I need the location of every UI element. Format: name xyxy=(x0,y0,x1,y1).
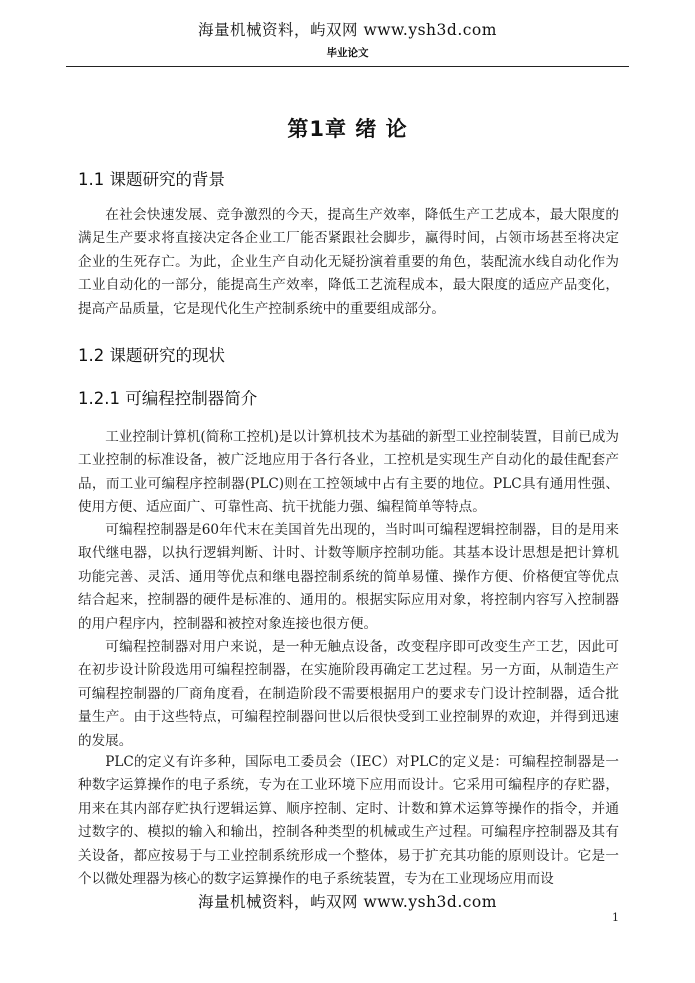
paragraph-ipc-intro: 工业控制计算机(简称工控机)是以计算机技术为基础的新型工业控制装置，目前已成为工业控制的标准设备，被广泛地应用于各行各业，工控机是实现生产自动化的最佳配套产品，而工业可编程序控制器(PLC)则在工控领域中占有主要的地位。PLC具有通用性强、使用方便、适应面广、可靠性高、抗干扰能力强、编程简单等特点。 xyxy=(78,429,619,516)
paragraph-plc-advantages: 可编程控制器对用户来说，是一种无触点设备，改变程序即可改变生产工艺，因此可在初步设计阶段选用可编程控制器，在实施阶段再确定工艺过程。另一方面，从制造生产可编程控制器的厂商角度看，在制造阶段不需要根据用户的要求专门设计控制器，适合批量生产。由于这些特点，可编程控制器问世以后很快受到工业控制界的欢迎，并得到迅速的发展。 xyxy=(78,639,619,749)
paragraph-plc-origin: 可编程控制器是60年代末在美国首先出现的，当时叫可编程逻辑控制器，目的是用来取代继电器，以执行逻辑判断、计时、计数等顺序控制功能。其基本设计思想是把计算机功能完善、灵活、通用等优点和继电器控制系统的简单易懂、操作方便、价格便宜等优点结合起来，控制器的硬件是标准的、通用的。根据实际应用对象，将控制内容写入控制器的用户程序内，控制器和被控对象连接也很方便。 xyxy=(78,522,619,632)
page-number: 1 xyxy=(612,911,619,924)
section-heading-1-1: 1.1 课题研究的背景 xyxy=(78,170,225,189)
header-subtitle: 毕业论文 xyxy=(326,47,369,59)
header-watermark: 海量机械资料，屿双网 www.ysh3d.com xyxy=(198,21,497,39)
paragraph-plc-definition: PLC的定义有许多种，国际电工委员会（IEC）对PLC的定义是：可编程控制器是一种数字运算操作的电子系统，专为在工业环境下应用而设计。它采用可编程序的存贮器，用来在其内部存贮执行逻辑运算、顺序控制、定时、计数和算术运算等操作的指令，并通过数字的、模拟的输入和输出，控制各种类型的机械或生产过程。可编程序控制器及其有关设备，都应按易于与工业控制系统形成一个整体，易于扩充其功能的原则设计。它是一个以微处理器为核心的数字运算操作的电子系统装置，专为在工业现场应用而设 xyxy=(78,754,619,888)
paragraph-background: 在社会快速发展、竞争激烈的今天，提高生产效率，降低生产工艺成本，最大限度的满足生产要求将直接决定各企业工厂能否紧跟社会脚步，赢得时间，占领市场甚至将决定企业的生死存亡。为此，企业生产自动化无疑扮演着重要的角色，装配流水线自动化作为工业自动化的一部分，能提高生产效率，降低工艺流程成本，最大限度的适应产品变化，提高产品质量，它是现代化生产控制系统中的重要组成部分。 xyxy=(78,207,619,317)
header-divider xyxy=(66,66,629,67)
footer-watermark: 海量机械资料，屿双网 www.ysh3d.com xyxy=(198,893,497,911)
section-heading-1-2: 1.2 课题研究的现状 xyxy=(78,346,225,365)
chapter-title: 第1章 绪 论 xyxy=(287,117,408,141)
section-heading-1-2-1: 1.2.1 可编程控制器简介 xyxy=(78,389,258,408)
